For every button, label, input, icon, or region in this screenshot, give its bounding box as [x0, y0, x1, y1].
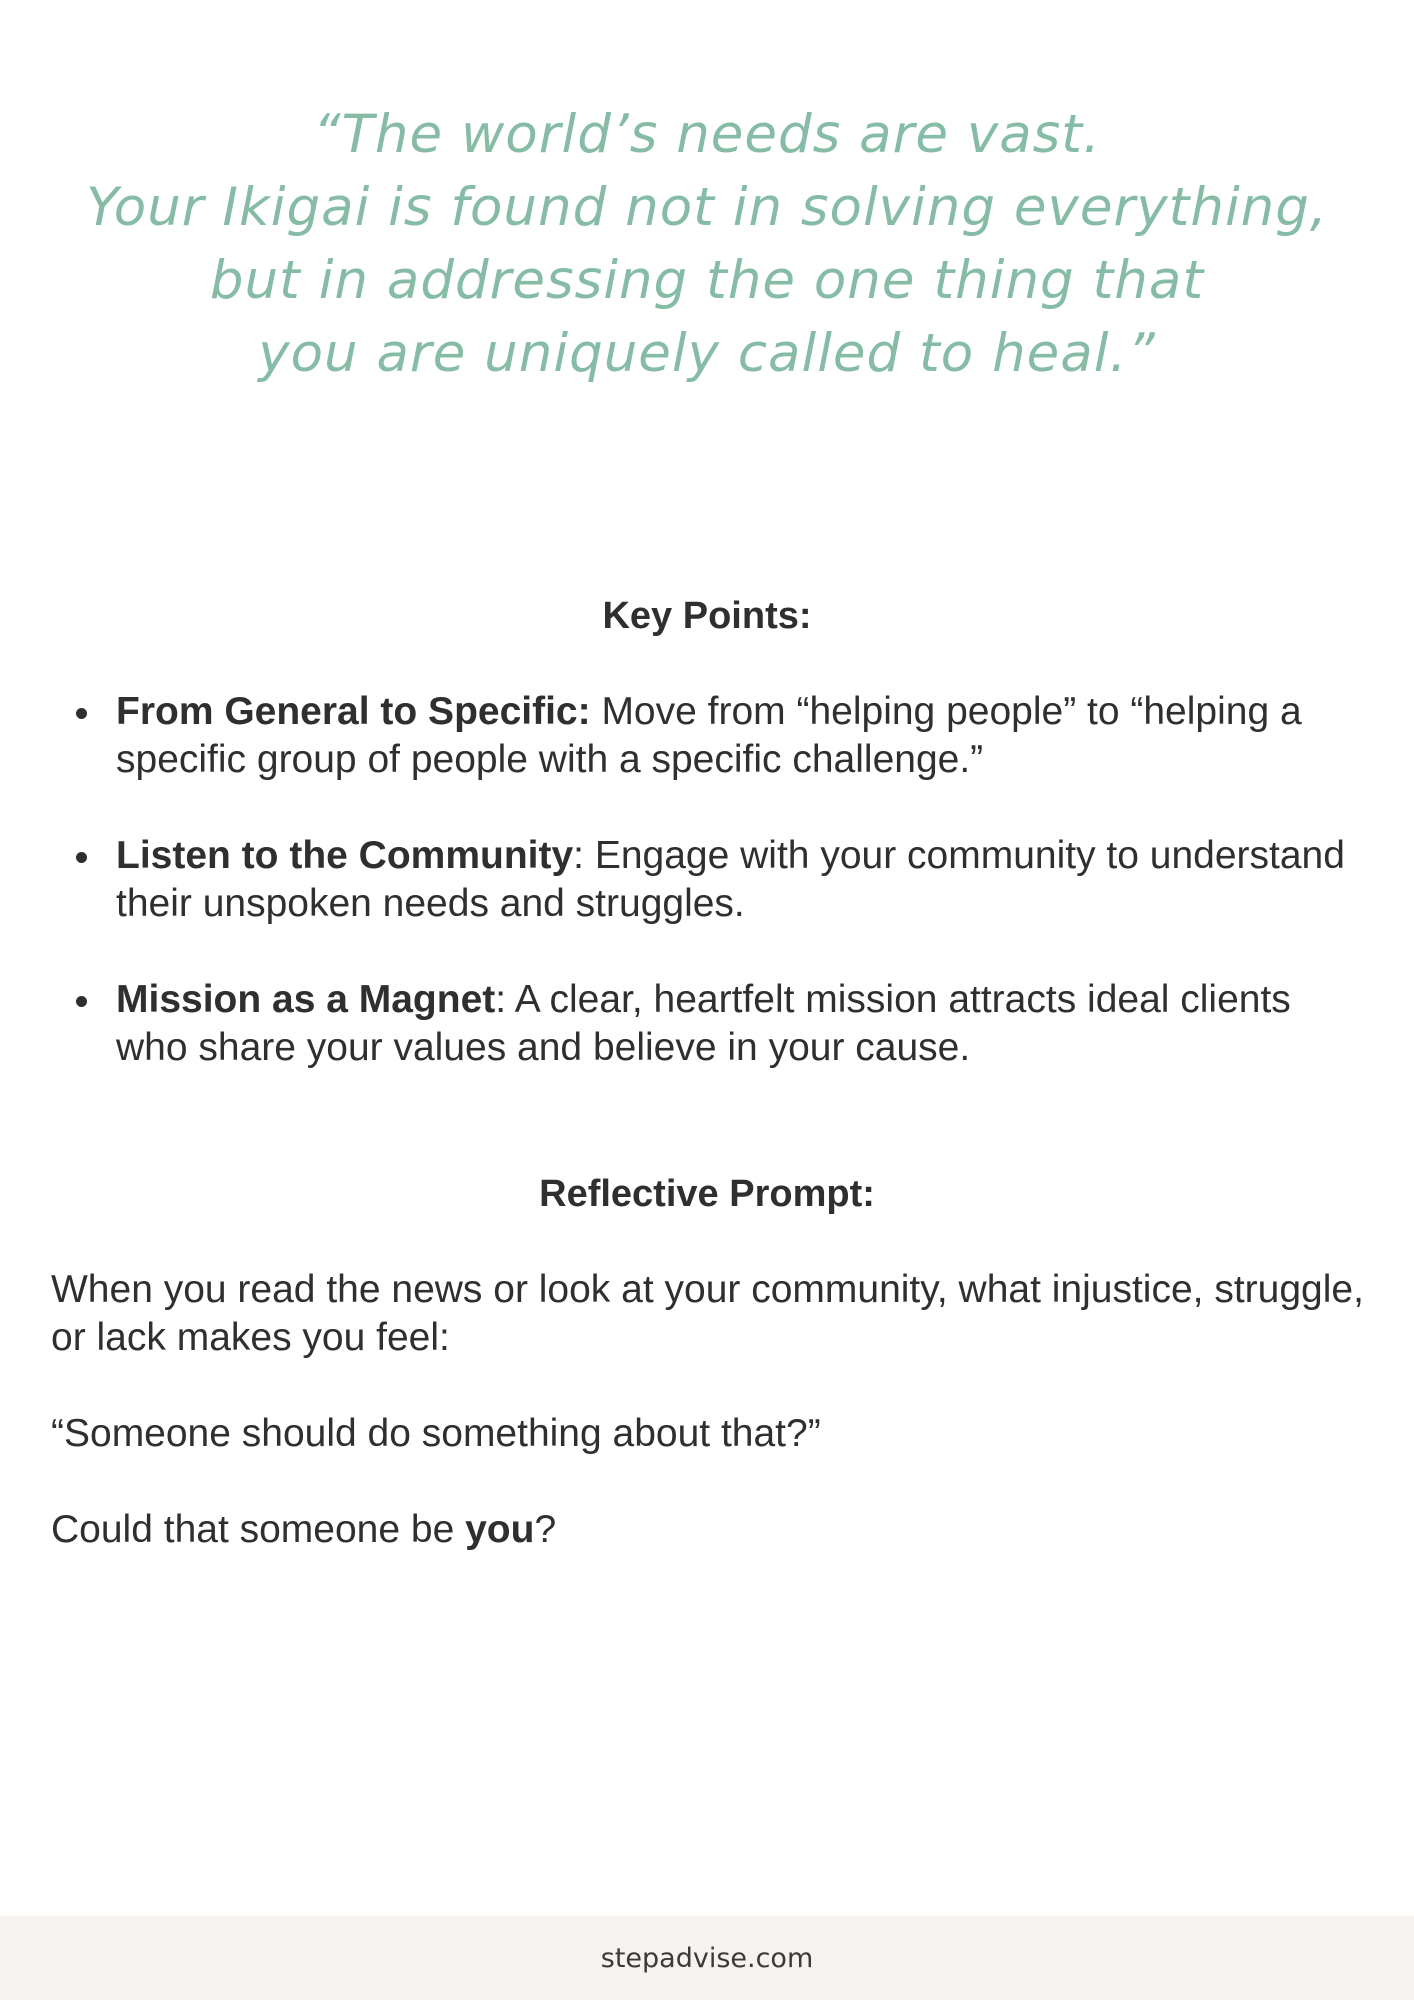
prompt-closing-end: ?: [534, 1508, 557, 1551]
quote-line: you are uniquely called to heal.”: [258, 323, 1156, 384]
pull-quote: [0, 98, 1414, 390]
key-point-text: Move from “helping people” to “helping a specific group of people with a specific challenge.”: [116, 690, 1302, 781]
prompt-quote: “Someone should do something about that?”: [51, 1412, 821, 1455]
prompt-closing-start: Could that someone be: [51, 1508, 466, 1551]
key-point-item: [58, 976, 1358, 1072]
key-point-title: From General to Specific:: [116, 690, 591, 733]
quote-line: “The world’s needs are vast.: [313, 104, 1101, 165]
footer-site-text: stepadvise.com: [600, 1943, 814, 1974]
prompt-question: When you read the news or look at your community, what injustice, struggle, or lack makes you feel:: [51, 1268, 1364, 1359]
prompt-closing: [51, 1506, 1371, 1554]
key-point-title: Listen to the Community: [116, 834, 574, 877]
quote-line: but in addressing the one thing that: [209, 250, 1205, 311]
key-point-text: : Engage with your community to understand their unspoken needs and struggles.: [116, 834, 1345, 925]
prompt-closing-emphasis: you: [465, 1508, 535, 1551]
key-point-title: Mission as a Magnet: [116, 978, 496, 1021]
key-point-item: [58, 688, 1358, 784]
footer-bar: [0, 1916, 1414, 2000]
bullet-icon: [76, 852, 87, 863]
bullet-icon: [76, 708, 87, 719]
bullet-icon: [76, 996, 87, 1007]
key-points-heading: Key Points:: [602, 595, 812, 637]
quote-line: Your Ikigai is found not in solving everything,: [86, 177, 1328, 238]
key-point-text: : A clear, heartfelt mission attracts ideal clients who share your values and believe in your cause.: [116, 978, 1291, 1069]
key-point-item: [58, 832, 1358, 928]
key-points-list: [58, 688, 1358, 1120]
reflective-prompt-heading: Reflective Prompt:: [539, 1173, 875, 1215]
